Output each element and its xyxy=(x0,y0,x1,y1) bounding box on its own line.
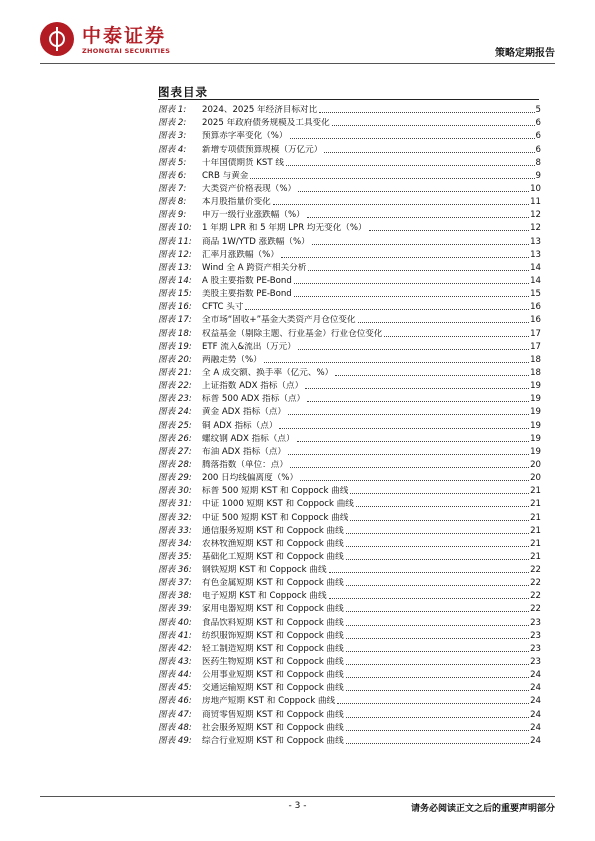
toc-entry[interactable] xyxy=(158,642,541,655)
toc-entry-title: Wind 全 A 跨资产相关分析 xyxy=(202,262,307,273)
toc-entry[interactable] xyxy=(158,366,541,379)
toc-entry-label: 图表 7: xyxy=(158,183,187,194)
toc-entry-label: 图表 40: xyxy=(158,617,192,628)
toc-entry[interactable] xyxy=(158,182,541,195)
toc-dot-leader xyxy=(307,217,529,218)
toc-entry-label: 图表 38: xyxy=(158,591,192,602)
toc-entry[interactable] xyxy=(158,274,541,287)
toc-entry-title: 2025 年政府债务规模及工具变化 xyxy=(202,118,330,129)
toc-dot-leader xyxy=(307,401,529,402)
toc-dot-leader xyxy=(245,309,529,310)
toc-entry[interactable] xyxy=(158,287,541,300)
toc-dot-leader xyxy=(250,178,534,179)
toc-dot-leader xyxy=(312,244,529,245)
toc-entry-title: 交通运输短期 KST 和 Coppock 曲线 xyxy=(202,683,344,694)
toc-entry-label: 图表 39: xyxy=(158,604,192,615)
toc-dot-leader xyxy=(346,625,529,626)
toc-entry-page: 19 xyxy=(530,446,541,457)
toc-dot-leader xyxy=(290,467,529,468)
toc-entry-page: 20 xyxy=(530,459,541,470)
toc-title-divider xyxy=(158,99,539,100)
toc-dot-leader xyxy=(288,454,529,455)
toc-entry-title: 申万一级行业涨跌幅（%） xyxy=(202,210,305,221)
toc-entry-page: 24 xyxy=(530,722,541,733)
toc-entry[interactable] xyxy=(158,300,541,313)
toc-entry-title: 有色金属短期 KST 和 Coppock 曲线 xyxy=(202,578,344,589)
toc-dot-leader xyxy=(346,690,529,691)
toc-entry-title: 医药生物短期 KST 和 Coppock 曲线 xyxy=(202,657,344,668)
toc-entry-page: 11 xyxy=(530,197,541,208)
toc-entry[interactable] xyxy=(158,313,541,326)
report-type: 策略定期报告 xyxy=(495,48,555,59)
toc-entry[interactable] xyxy=(158,142,541,155)
toc-entry-page: 6 xyxy=(535,144,541,155)
toc-dot-leader xyxy=(329,572,530,573)
toc-entry[interactable] xyxy=(158,103,541,116)
toc-dot-leader xyxy=(346,638,529,639)
toc-entry-title: 社会服务短期 KST 和 Coppock 曲线 xyxy=(202,722,344,733)
toc-entry-label: 图表 42: xyxy=(158,643,192,654)
toc-dot-leader xyxy=(305,388,529,389)
toc-dot-leader xyxy=(346,533,529,534)
toc-entry-title: 中证 1000 短期 KST 和 Coppock 曲线 xyxy=(202,499,354,510)
toc-dot-leader xyxy=(346,611,529,612)
toc-entry-page: 16 xyxy=(530,302,541,313)
toc-entry-title: 钢铁短期 KST 和 Coppock 曲线 xyxy=(202,565,327,576)
toc-entry-title: 标普 500 ADX 指标（点） xyxy=(202,394,306,405)
toc-entry[interactable] xyxy=(158,340,541,353)
toc-dot-leader xyxy=(297,441,529,442)
toc-entry-title: 通信服务短期 KST 和 Coppock 曲线 xyxy=(202,525,344,536)
toc-entry-label: 图表 48: xyxy=(158,722,192,733)
toc-dot-leader xyxy=(369,230,529,231)
toc-dot-leader xyxy=(281,257,529,258)
toc-entry-label: 图表 5: xyxy=(158,157,187,168)
toc-entry-label: 图表 2: xyxy=(158,118,187,129)
toc-entry-label: 图表 1: xyxy=(158,105,187,116)
toc-entry-page: 21 xyxy=(530,525,541,536)
toc-entry-label: 图表 41: xyxy=(158,630,192,641)
toc-entry-title: 全 A 成交额、换手率（亿元、%） xyxy=(202,367,334,378)
toc-entry-page: 12 xyxy=(530,223,541,234)
toc-dot-leader xyxy=(346,585,529,586)
toc-entry-page: 22 xyxy=(530,604,541,615)
toc-entry-label: 图表 34: xyxy=(158,538,192,549)
toc-dot-leader xyxy=(324,152,534,153)
toc-entry-label: 图表 47: xyxy=(158,709,192,720)
toc-entry-page: 24 xyxy=(530,735,541,746)
toc-entry-title: 家用电器短期 KST 和 Coppock 曲线 xyxy=(202,604,344,615)
toc-dot-leader xyxy=(294,283,529,284)
toc-entry-label: 图表 28: xyxy=(158,459,192,470)
toc-entry-title: 轻工制造短期 KST 和 Coppock 曲线 xyxy=(202,643,344,654)
toc-dot-leader xyxy=(294,296,529,297)
toc-entry-label: 图表 44: xyxy=(158,670,192,681)
toc-entry[interactable] xyxy=(158,445,541,458)
toc-entry[interactable] xyxy=(158,721,541,734)
toc-entry-label: 图表 37: xyxy=(158,578,192,589)
toc-entry-title: 黄金 ADX 指标（点） xyxy=(202,407,287,418)
toc-dot-leader xyxy=(346,677,529,678)
toc-entry-page: 23 xyxy=(530,657,541,668)
toc-entry-page: 22 xyxy=(530,565,541,576)
toc-entry-page: 13 xyxy=(530,249,541,260)
toc-entry-label: 图表 43: xyxy=(158,657,192,668)
toc-dot-leader xyxy=(308,270,529,271)
toc-entry[interactable] xyxy=(158,510,541,523)
toc-entry[interactable] xyxy=(158,497,541,510)
toc-entry[interactable] xyxy=(158,550,541,563)
toc-entry-title: 中证 500 短期 KST 和 Coppock 曲线 xyxy=(202,512,349,523)
toc-entry-label: 图表 24: xyxy=(158,407,192,418)
toc-entry-title: 200 日均线偏离度（%） xyxy=(202,473,299,484)
toc-entry-label: 图表 23: xyxy=(158,394,192,405)
toc-entry-title: 商贸零售短期 KST 和 Coppock 曲线 xyxy=(202,709,344,720)
toc-entry-title: A 股主要指数 PE-Bond xyxy=(202,275,292,286)
toc-entry-page: 13 xyxy=(530,236,541,247)
toc-entry-title: 新增专项债预算规模（万亿元） xyxy=(202,144,323,155)
toc-entry-page: 17 xyxy=(530,341,541,352)
toc-entry-page: 14 xyxy=(530,262,541,273)
toc-entry[interactable] xyxy=(158,248,541,261)
toc-entry[interactable] xyxy=(158,681,541,694)
toc-entry-title: CRB 与黄金 xyxy=(202,170,249,181)
header-divider xyxy=(40,63,555,64)
toc-entry-label: 图表 13: xyxy=(158,262,192,273)
company-logo-icon xyxy=(40,22,74,56)
toc-entry[interactable] xyxy=(158,156,541,169)
toc-entry-title: 商品 1W/YTD 涨跌幅（%） xyxy=(202,236,310,247)
toc-entry[interactable] xyxy=(158,563,541,576)
toc-dot-leader xyxy=(358,322,529,323)
toc-entry-label: 图表 4: xyxy=(158,144,187,155)
toc-entry-page: 21 xyxy=(530,499,541,510)
toc-entry-page: 24 xyxy=(530,670,541,681)
toc-entry-title: 食品饮料短期 KST 和 Coppock 曲线 xyxy=(202,617,344,628)
toc-entry[interactable] xyxy=(158,589,541,602)
toc-entry[interactable] xyxy=(158,471,541,484)
toc-entry[interactable] xyxy=(158,458,541,471)
toc-entry[interactable] xyxy=(158,234,541,247)
toc-entry-label: 图表 8: xyxy=(158,197,187,208)
toc-entry[interactable] xyxy=(158,537,541,550)
toc-entry[interactable] xyxy=(158,734,541,747)
toc-dot-leader xyxy=(279,428,529,429)
toc-entry-page: 19 xyxy=(530,420,541,431)
toc-entry-title: 标普 500 短期 KST 和 Coppock 曲线 xyxy=(202,486,349,497)
toc-entry-page: 21 xyxy=(530,486,541,497)
toc-dot-leader xyxy=(332,125,535,126)
toc-entry[interactable] xyxy=(158,615,541,628)
toc-entry-label: 图表 31: xyxy=(158,499,192,510)
toc-entry[interactable] xyxy=(158,261,541,274)
toc-entry-page: 20 xyxy=(530,473,541,484)
toc-entry[interactable] xyxy=(158,668,541,681)
footer-divider xyxy=(40,796,555,797)
toc-entry-title: 腾落指数（单位：点） xyxy=(202,459,288,470)
company-logo xyxy=(40,22,190,62)
toc-entry-page: 21 xyxy=(530,551,541,562)
toc-dot-leader xyxy=(273,204,529,205)
toc-entry-title: 两融走势（%） xyxy=(202,354,262,365)
toc-entry-title: 综合行业短期 KST 和 Coppock 曲线 xyxy=(202,735,344,746)
toc-entry-title: 预算赤字率变化（%） xyxy=(202,131,288,142)
toc-entry-label: 图表 12: xyxy=(158,249,192,260)
toc-entry-label: 图表 35: xyxy=(158,551,192,562)
toc-entry-page: 14 xyxy=(530,275,541,286)
toc-entry-label: 图表 36: xyxy=(158,565,192,576)
toc-entry[interactable] xyxy=(158,405,541,418)
toc-entry-page: 22 xyxy=(530,578,541,589)
toc-entry-label: 图表 33: xyxy=(158,525,192,536)
toc-dot-leader xyxy=(290,138,535,139)
toc-entry-title: 上证指数 ADX 指标（点） xyxy=(202,381,304,392)
toc-entry-title: 铜 ADX 指标（点） xyxy=(202,420,278,431)
toc-entry-label: 图表 21: xyxy=(158,367,192,378)
toc-dot-leader xyxy=(350,520,529,521)
toc-entry-label: 图表 18: xyxy=(158,328,192,339)
toc-dot-leader xyxy=(346,717,529,718)
toc-entry[interactable] xyxy=(158,602,541,615)
toc-entry-page: 21 xyxy=(530,512,541,523)
toc-entry-page: 6 xyxy=(535,131,541,142)
toc-list xyxy=(158,103,541,747)
toc-entry-page: 24 xyxy=(530,683,541,694)
toc-entry-page: 18 xyxy=(530,354,541,365)
toc-entry-page: 19 xyxy=(530,381,541,392)
toc-entry-label: 图表 14: xyxy=(158,275,192,286)
toc-entry-page: 21 xyxy=(530,538,541,549)
toc-entry-page: 19 xyxy=(530,407,541,418)
toc-dot-leader xyxy=(337,703,529,704)
toc-entry-title: 2024、2025 年经济目标对比 xyxy=(202,105,318,116)
toc-entry-label: 图表 25: xyxy=(158,420,192,431)
toc-entry-label: 图表 22: xyxy=(158,381,192,392)
toc-entry-page: 17 xyxy=(530,328,541,339)
toc-dot-leader xyxy=(329,598,530,599)
toc-entry[interactable] xyxy=(158,208,541,221)
toc-entry[interactable] xyxy=(158,392,541,405)
toc-entry-title: 全市场“固收+”基金大类资产月仓位变化 xyxy=(202,315,356,326)
toc-entry-page: 9 xyxy=(535,170,541,181)
toc-entry-title: 1 年期 LPR 和 5 年期 LPR 均无变化（%） xyxy=(202,223,367,234)
toc-entry-label: 图表 19: xyxy=(158,341,192,352)
toc-title: 图表目录 xyxy=(158,85,208,99)
toc-entry-page: 24 xyxy=(530,709,541,720)
toc-entry-title: 汇率月涨跌幅（%） xyxy=(202,249,279,260)
toc-entry-title: 房地产短期 KST 和 Coppock 曲线 xyxy=(202,696,336,707)
toc-entry-title: 纺织服饰短期 KST 和 Coppock 曲线 xyxy=(202,630,344,641)
toc-entry-label: 图表 45: xyxy=(158,683,192,694)
toc-entry-page: 12 xyxy=(530,210,541,221)
toc-dot-leader xyxy=(286,165,535,166)
toc-entry-title: 公用事业短期 KST 和 Coppock 曲线 xyxy=(202,670,344,681)
toc-entry-title: 布油 ADX 指标（点） xyxy=(202,446,287,457)
toc-entry-title: 美股主要指数 PE-Bond xyxy=(202,289,292,300)
toc-entry[interactable] xyxy=(158,326,541,339)
toc-entry-label: 图表 29: xyxy=(158,473,192,484)
toc-entry-label: 图表 10: xyxy=(158,223,192,234)
toc-entry[interactable] xyxy=(158,694,541,707)
toc-entry-title: 农林牧渔短期 KST 和 Coppock 曲线 xyxy=(202,538,344,549)
toc-dot-leader xyxy=(356,506,529,507)
toc-entry[interactable] xyxy=(158,432,541,445)
toc-entry-page: 23 xyxy=(530,630,541,641)
toc-entry-page: 22 xyxy=(530,591,541,602)
toc-entry-title: 权益基金（剔除主题、行业基金）行业仓位变化 xyxy=(202,328,383,339)
toc-entry[interactable] xyxy=(158,524,541,537)
toc-entry-label: 图表 16: xyxy=(158,302,192,313)
toc-entry[interactable] xyxy=(158,418,541,431)
toc-entry-label: 图表 27: xyxy=(158,446,192,457)
toc-dot-leader xyxy=(346,651,529,652)
toc-entry[interactable] xyxy=(158,707,541,720)
toc-entry[interactable] xyxy=(158,116,541,129)
toc-dot-leader xyxy=(346,559,529,560)
toc-entry[interactable] xyxy=(158,484,541,497)
disclaimer-text: 请务必阅读正文之后的重要声明部分 xyxy=(410,804,555,814)
toc-entry-label: 图表 20: xyxy=(158,354,192,365)
toc-dot-leader xyxy=(346,546,529,547)
toc-entry-page: 6 xyxy=(535,118,541,129)
toc-entry-title: 大类资产价格表现（%） xyxy=(202,183,297,194)
toc-entry[interactable] xyxy=(158,195,541,208)
toc-entry-title: 基础化工短期 KST 和 Coppock 曲线 xyxy=(202,551,344,562)
toc-dot-leader xyxy=(346,664,529,665)
toc-dot-leader xyxy=(298,191,529,192)
toc-entry-label: 图表 49: xyxy=(158,735,192,746)
toc-entry-label: 图表 46: xyxy=(158,696,192,707)
toc-entry-title: 螺纹钢 ADX 指标（点） xyxy=(202,433,295,444)
toc-entry[interactable] xyxy=(158,129,541,142)
toc-entry[interactable] xyxy=(158,655,541,668)
brand-name-en: ZHONGTAI SECURITIES xyxy=(82,47,171,55)
page-number: - 3 - xyxy=(288,801,307,811)
toc-entry-page: 23 xyxy=(530,643,541,654)
toc-dot-leader xyxy=(350,493,529,494)
toc-entry-page: 19 xyxy=(530,394,541,405)
toc-dot-leader xyxy=(319,112,534,113)
toc-entry[interactable] xyxy=(158,379,541,392)
toc-dot-leader xyxy=(288,414,529,415)
toc-entry-label: 图表 32: xyxy=(158,512,192,523)
toc-dot-leader xyxy=(384,336,529,337)
toc-entry-page: 15 xyxy=(530,289,541,300)
toc-entry-page: 8 xyxy=(535,157,541,168)
toc-entry-label: 图表 17: xyxy=(158,315,192,326)
toc-dot-leader xyxy=(335,375,529,376)
toc-entry-page: 5 xyxy=(535,105,541,116)
toc-entry-title: 电子短期 KST 和 Coppock 曲线 xyxy=(202,591,327,602)
toc-entry-title: CFTC 头寸 xyxy=(202,302,244,313)
toc-entry-page: 23 xyxy=(530,617,541,628)
toc-entry-page: 24 xyxy=(530,696,541,707)
toc-dot-leader xyxy=(298,349,529,350)
toc-entry-page: 19 xyxy=(530,433,541,444)
toc-entry-label: 图表 11: xyxy=(158,236,192,247)
toc-entry-page: 18 xyxy=(530,367,541,378)
toc-entry-title: ETF 流入&流出（万元） xyxy=(202,341,296,352)
toc-entry[interactable] xyxy=(158,576,541,589)
toc-entry-label: 图表 3: xyxy=(158,131,187,142)
toc-dot-leader xyxy=(264,362,529,363)
toc-dot-leader xyxy=(346,743,529,744)
toc-dot-leader xyxy=(300,480,529,481)
page-header xyxy=(0,0,595,70)
toc-entry-page: 10 xyxy=(530,183,541,194)
toc-entry-label: 图表 26: xyxy=(158,433,192,444)
toc-entry-title: 十年国债期货 KST 线 xyxy=(202,157,284,168)
toc-entry-label: 图表 30: xyxy=(158,486,192,497)
toc-entry[interactable] xyxy=(158,169,541,182)
toc-entry[interactable] xyxy=(158,221,541,234)
toc-entry[interactable] xyxy=(158,353,541,366)
toc-dot-leader xyxy=(346,730,529,731)
brand-name-cn: 中泰证券 xyxy=(82,25,167,47)
toc-entry-title: 本月股指量价变化 xyxy=(202,197,271,208)
toc-entry[interactable] xyxy=(158,629,541,642)
toc-entry-page: 16 xyxy=(530,315,541,326)
toc-entry-label: 图表 9: xyxy=(158,210,187,221)
toc-entry-label: 图表 6: xyxy=(158,170,187,181)
toc-entry-label: 图表 15: xyxy=(158,289,192,300)
